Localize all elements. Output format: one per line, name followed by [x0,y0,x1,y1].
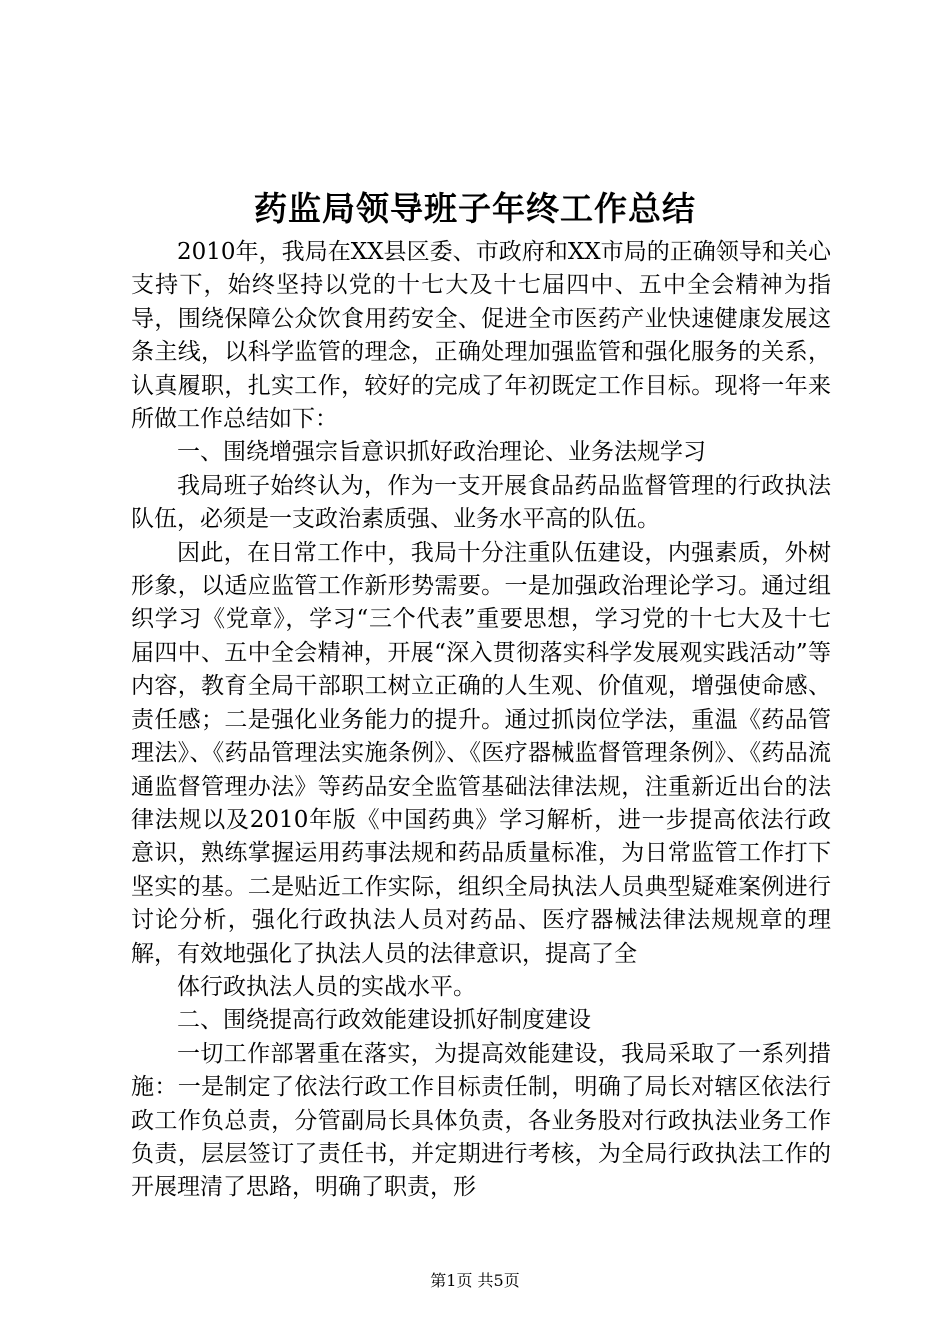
paragraph-measures: 一切工作部署重在落实，为提高效能建设，我局采取了一系列措施：一是制定了依法行政工作目标责任制，明确了局长对辖区依法行政工作负总责，分管副局长具体负责，各业务股对行政执法业务工作负责，层层签订了责任书，并定期进行考核，为全局行政执法工作的开展理清了思路，明确了职责，形 [131,1040,831,1201]
paragraph-team-building: 因此，在日常工作中，我局十分注重队伍建设，内强素质，外树形象，以适应监管工作新形势需要。一是加强政治理论学习。通过组织学习《党章》，学习“三个代表”重要思想，学习党的十七大及十七届四中、五中全会精神，开展“深入贯彻落实科学发展观实践活动”等内容，教育全局干部职工树立正确的人生观、价值观，增强使命感、责任感；二是强化业务能力的提升。通过抓岗位学法，重温《药品管理法》、《药品管理法实施条例》、《医疗器械监督管理条例》、《药品流通监督管理办法》等药品安全监管基础法律法规，注重新近出台的法律法规以及2010年版《中国药典》学习解析，进一步提高依法行政意识，熟练掌握运用药事法规和药品质量标准，为日常监管工作打下坚实的基。二是贴近工作实际，组织全局执法人员典型疑难案例进行讨论分析，强化行政执法人员对药品、医疗器械法律法规规章的理解，有效地强化了执法人员的法律意识，提高了全 [131,539,831,967]
paragraph-intro: 2010年，我局在XX县区委、市政府和XX市局的正确领导和关心支持下，始终坚持以党的十七大及十七届四中、五中全会精神为指导，围绕保障公众饮食用药安全、促进全市医药产业快速健康发展这条主线，以科学监管的理念，正确处理加强监管和强化服务的关系，认真履职，扎实工作，较好的完成了年初既定工作目标。现将一年来所做工作总结如下： [131,239,831,433]
document-body [131,236,831,1205]
page-number-footer: 第1页 共5页 [430,1271,520,1290]
document-title: 药监局领导班子年终工作总结 [254,189,696,228]
section-heading-2: 二、围绕提高行政效能建设抓好制度建设 [177,1007,591,1034]
paragraph-continuation: 体行政执法人员的实战水平。 [177,973,476,1000]
section-heading-1: 一、围绕增强宗旨意识抓好政治理论、业务法规学习 [177,439,706,466]
paragraph-team-view: 我局班子始终认为，作为一支开展食品药品监督管理的行政执法队伍，必须是一支政治素质强、业务水平高的队伍。 [131,472,831,533]
